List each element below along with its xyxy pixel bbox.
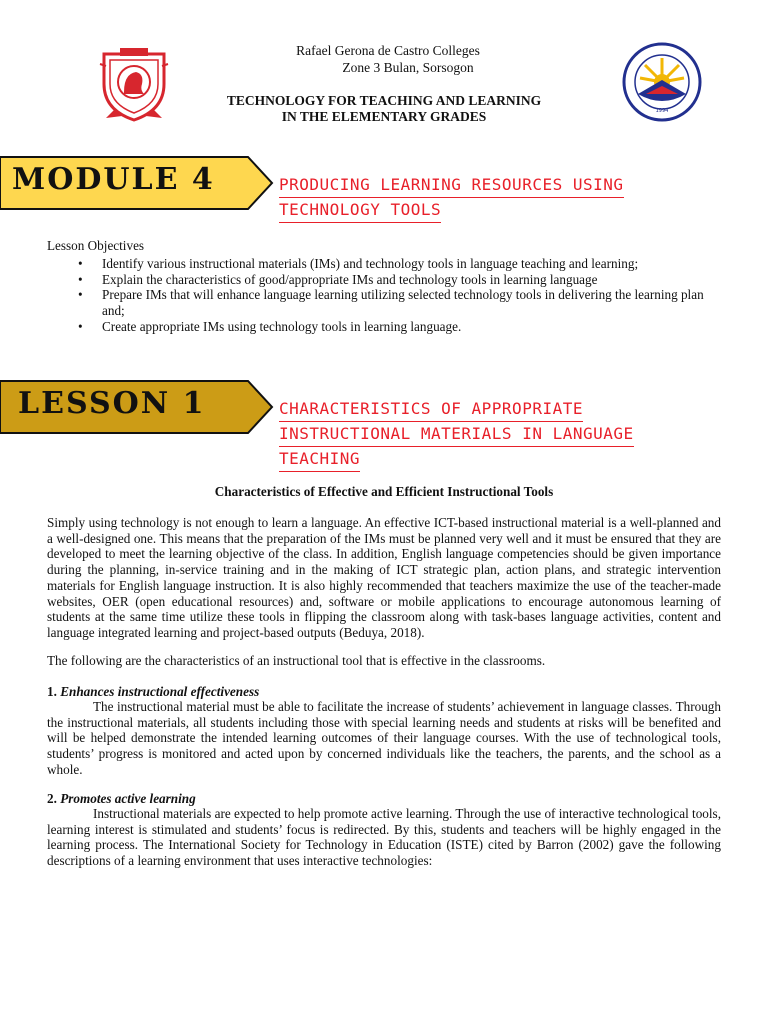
- following-line: The following are the characteristics of an instructional tool that is effective in the classrooms.: [47, 653, 546, 668]
- module-title-line2: TECHNOLOGY TOOLS: [279, 198, 441, 223]
- point-1-text: The instructional material must be able to facilitate the increase of students’ achievement in language classes. Through the instructional materials, all students including those with special learning needs and students at risks will be benefited and will be helped demonstrate the intended learning outcomes of their language courses. With the use of technological tools, students’ progress is monitored and acted upon by concerned individuals like the teachers, the parents, and the school as a whole.: [47, 699, 721, 777]
- point-2-text: Instructional materials are expected to help promote active learning. Through the use of interactive technological tools, learning interest is stimulated and students’ focus is redirected. By this, students and teachers will be highly engaged in the learning process. The International Society for Technology in Education (ISTE) cited by Barron (2002) gave the following descriptions of a learning environment that uses interactive technologies:: [47, 806, 721, 869]
- point-2-heading: [47, 791, 196, 807]
- objectives-list: [78, 256, 728, 335]
- college-name: Rafael Gerona de Castro Colleges: [296, 43, 480, 58]
- module-title-line1: PRODUCING LEARNING RESOURCES USING: [279, 173, 624, 198]
- module-label: MODULE 4: [12, 162, 215, 197]
- objectives-heading: Lesson Objectives: [47, 238, 145, 253]
- section-title: Characteristics of Effective and Efficient Instructional Tools: [214, 484, 554, 499]
- intro-paragraph: Simply using technology is not enough to learn a language. An effective ICT-based instructional material is a well-planned and a well-designed one. This means that the preparation of the IMs must be planned very well and it must be ensured that they are developed to meet the learning objective of the class. In addition, English language competencies should be given importance during the planning, in-service training and in the making of ICT strategic plan, action plans, and strategic intervention materials for English language instruction. It is also highly recommended that teachers maximize the use of the teacher-made websites, OER (open educational resources) and, software or mobile applications to encourage autonomous learning of students at the same time utilize these tools in flipping the classroom along with task-bases language activities, content and language integrated learning and project-based outputs (Beduya, 2018).: [47, 515, 721, 640]
- course-title-line2: IN THE ELEMENTARY GRADES: [281, 109, 487, 124]
- objective-item: • Explain the characteristics of good/appropriate IMs and technology tools in learning language: [78, 272, 728, 288]
- lesson-title: [279, 397, 634, 472]
- objective-item: • Create appropriate IMs using technology tools in learning language.: [78, 319, 728, 335]
- point-2-title: Promotes active learning: [60, 791, 196, 806]
- objective-item: • Prepare IMs that will enhance language learning utilizing selected technology tools in delivering the learning plan and;: [78, 287, 728, 318]
- point-1-title: Enhances instructional effectiveness: [60, 684, 260, 699]
- module-title: [279, 173, 624, 223]
- lesson-label: LESSON 1: [18, 386, 206, 421]
- lesson-title-line2: INSTRUCTIONAL MATERIALS IN LANGUAGE: [279, 422, 634, 447]
- college-address: Zone 3 Bulan, Sorsogon: [342, 60, 474, 75]
- point-1-heading: [47, 684, 259, 700]
- point-2-number: 2.: [47, 791, 57, 806]
- seal-year: 1994: [655, 108, 669, 114]
- point-1-number: 1.: [47, 684, 57, 699]
- lesson-title-line1: CHARACTERISTICS OF APPROPRIATE: [279, 397, 583, 422]
- objective-item: • Identify various instructional materials (IMs) and technology tools in language teaching and learning;: [78, 256, 728, 272]
- course-title-line1: TECHNOLOGY FOR TEACHING AND LEARNING: [226, 93, 542, 108]
- lesson-title-line3: TEACHING: [279, 447, 360, 472]
